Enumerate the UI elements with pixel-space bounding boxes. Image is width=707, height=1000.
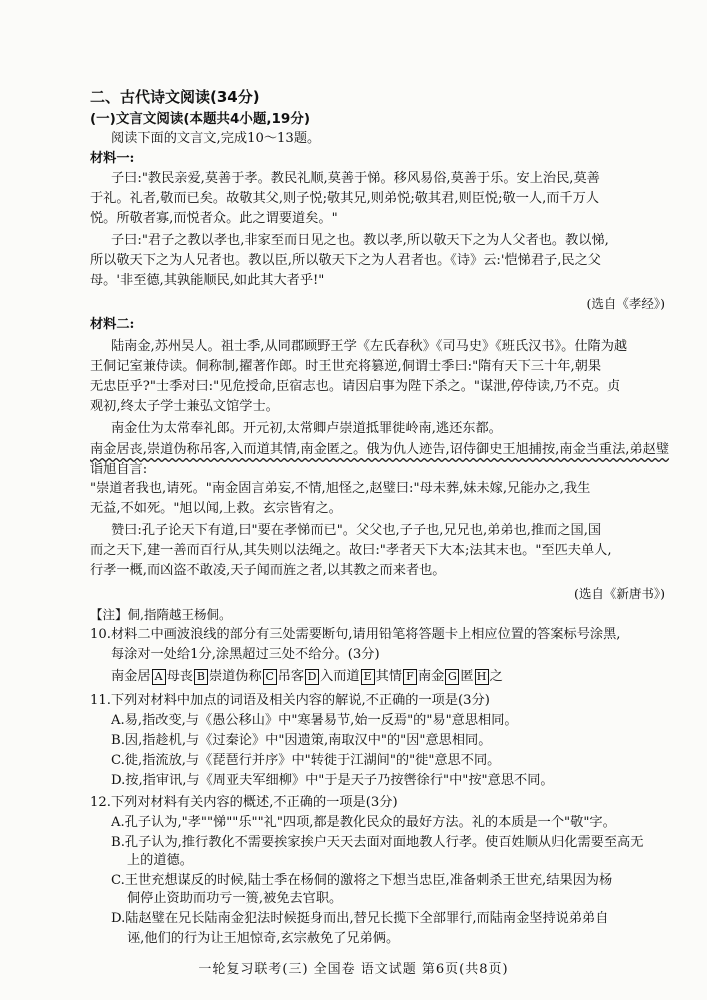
seq-text: 南金 (418, 669, 445, 684)
q12-option-c-line2[interactable]: 侗停止资助而功亏一篑,被免去官职。 (127, 891, 343, 906)
sub-title: (一)文言文阅读(本题共4小题,19分) (90, 111, 310, 127)
break-box-d[interactable]: D (305, 669, 319, 685)
m2-p3-line1: 赞曰:孔子论天下有道,曰"要在孝悌而已"。父父也,子子也,兄兄也,弟弟也,推而之国,国 (111, 523, 602, 538)
m1-p2-line1: 子曰:"君子之教以孝也,非家至而日见之也。教以孝,所以敬天下之为人父者也。教以悌, (111, 233, 609, 248)
break-box-c[interactable]: C (263, 669, 277, 685)
q12-option-b-line2[interactable]: 上的道德。 (127, 853, 193, 868)
m1-p1-line2: 于礼。礼者,敬而已矣。故敬其父,则子悦;敬其兄,则弟悦;敬其君,则臣悦;敬一人,而千万人 (90, 191, 600, 206)
q11-option-b[interactable]: B.因,指趁机,与《过秦论》中"因遗策,南取汉中"的"因"意思相同。 (111, 733, 492, 748)
seq-text: 之 (489, 669, 503, 684)
m2-p3-line2: 而之天下,建一善而百行从,其失则以法绳之。故曰:"孝者天下大本;法其末也。"至匹夫单人, (90, 543, 612, 558)
page-footer: 一轮复习联考(三) 全国卷 语文试题 第6页(共8页) (198, 962, 509, 977)
material-1-label: 材料一: (90, 151, 135, 166)
q12-option-b-line1[interactable]: B.孔子认为,推行教化不需要挨家挨户天天去面对面地教人行孝。使百姓顺从归化需要至高无 (111, 835, 644, 850)
seq-text: 南金居 (111, 669, 151, 684)
break-box-g[interactable]: G (445, 669, 459, 685)
m2-p1-line1: 陆南金,苏州吴人。祖士季,从同郡顾野王学《左氏春秋》《司马史》《班氏汉书》。仕隋为越 (111, 339, 628, 354)
m2-p2-line1: 南金仕为太常奉礼郎。开元初,太常卿卢崇道抵罪徙岭南,逃还东都。 (111, 421, 502, 436)
seq-text: 崇道伪称 (208, 669, 262, 684)
instruction: 阅读下面的文言文,完成10～13题。 (111, 131, 321, 146)
m1-p1-line3: 悦。所敬者寡,而悦者众。此之谓要道矣。" (90, 211, 338, 226)
m1-p2-line2: 所以敬天下之为人兄者也。教以臣,所以敬天下之为人君者也。《诗》云:'恺悌君子,民之父 (90, 253, 601, 268)
q12-option-a[interactable]: A.孔子认为,"孝""悌""乐""礼"四项,都是教化民众的最好方法。礼的本质是一个"敬"字。 (111, 815, 616, 830)
q12-option-d-line1[interactable]: D.陆赵璧在兄长陆南金犯法时候挺身而出,替兄长揽下全部罪行,而陆南金坚持说弟弟自 (111, 911, 609, 926)
seq-text: 吊客 (277, 669, 305, 684)
m2-p1-line3: 无忠臣乎?"士季对曰:"见危授命,臣宿志也。请因启事为陛下杀之。"谋泄,停侍读,乃不克。贞 (90, 379, 621, 394)
m2-p2-line4: 无益,不如死。"旭以闻,上救。玄宗皆宥之。 (90, 501, 342, 516)
break-box-e[interactable]: E (361, 669, 375, 685)
annotation-note: 【注】侗,指隋越王杨侗。 (90, 607, 232, 622)
q10-stem-line1: 10.材料二中画波浪线的部分有三处需要断句,请用铅笔将答题卡上相应位置的答案标号涂黑, (90, 627, 621, 642)
break-box-a[interactable]: A (152, 669, 166, 685)
m2-p2-line3: "崇道者我也,请死。"南金固言弟妄,不情,旭怪之,赵璧曰:"母未葬,妹未嫁,兄能办之,我生 (90, 481, 591, 496)
seq-text: 匿 (460, 669, 474, 684)
seq-text: 入而道 (320, 669, 360, 684)
q12-option-c-line1[interactable]: C.王世充想谋反的时候,陆士季在杨侗的激将之下想当忠臣,准备刺杀王世充,结果因为杨 (111, 873, 613, 888)
m1-source: (选自《孝经》) (586, 296, 665, 311)
m2-p1-line2: 王侗记室兼侍读。侗称制,擢著作郎。时王世充将篡逆,侗谓士季曰:"隋有天下三十年,朝果 (90, 359, 602, 374)
q12-stem: 12.下列对材料有关内容的概述,不正确的一项是(3分) (90, 795, 398, 810)
seq-text: 其情 (375, 669, 402, 684)
q10-sequence (111, 668, 675, 686)
q11-option-c[interactable]: C.徙,指流放,与《琵琶行并序》中"转徙于江湖间"的"徙"意思不同。 (111, 753, 501, 768)
section-title: 二、古代诗文阅读(34分) (90, 88, 260, 106)
m1-p1-line1: 子曰:"教民亲爱,莫善于孝。教民礼顺,莫善于悌。移风易俗,莫善于乐。安上治民,莫善 (111, 171, 600, 186)
m2-p1-line4: 观初,终太子学士兼弘文馆学士。 (90, 399, 279, 414)
q11-option-a[interactable]: A.易,指改变,与《愚公移山》中"寒暑易节,始一反焉"的"易"意思相同。 (111, 713, 518, 728)
q10-stem-line2: 每涂对一处给1分,涂黑超过三处不给分。(3分) (111, 647, 380, 662)
break-box-b[interactable]: B (194, 669, 208, 685)
material-2-label: 材料二: (90, 317, 135, 332)
m1-p2-line3: 母。'非至德,其孰能顺民,如此其大者乎!" (90, 273, 325, 288)
m2-p2-wavy-sentence: 南金居丧,崇道伪称吊客,入而道其情,南金匿之。俄为仇人迹告,诏侍御史王旭捕按,南金当重法,弟赵璧诣旭自言: (90, 442, 670, 477)
q12-option-d-line2[interactable]: 诬,他们的行为让王旭惊奇,玄宗赦免了兄弟俩。 (127, 931, 400, 946)
break-box-f[interactable]: F (403, 669, 417, 685)
m2-p3-line3: 行孝一概,而凶盗不敢凌,天子闻而旌之者,以其教之而来者也。 (90, 563, 446, 578)
q11-option-d[interactable]: D.按,指审讯,与《周亚夫军细柳》中"于是天子乃按辔徐行"中"按"意思不同。 (111, 773, 554, 788)
seq-text: 母丧 (166, 669, 193, 684)
break-box-h[interactable]: H (475, 669, 489, 685)
m2-source: (选自《新唐书》) (573, 586, 665, 601)
q11-stem: 11.下列对材料中加点的词语及相关内容的解说,不正确的一项是(3分) (90, 693, 490, 708)
